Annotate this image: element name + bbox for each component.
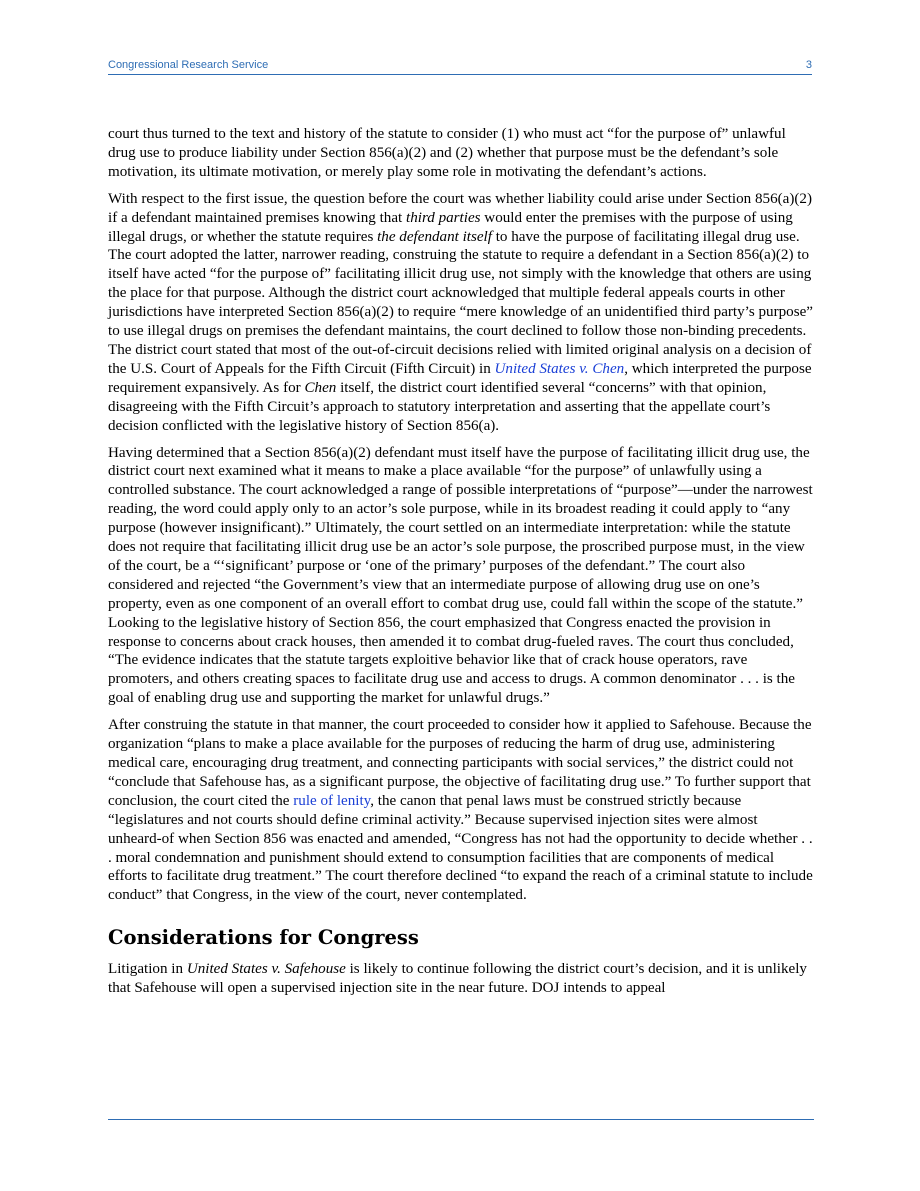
paragraph-1: court thus turned to the text and history of the statute to consider (1) who must act “for the purpose of” unlawful drug use to produce liability under Section 856(a)(2) and (2) whether that purpose must be the defendant’s sole motivation, its ultimate motivation, or merely play some role in motivating the defendant’s actions. <box>108 126 786 180</box>
paragraph-2-text-e: to have the purpose of facilitating illegal drug use. The court adopted the latter, narrower reading, construing the statute to require a defendant in a Section 856(a)(2) to itself have acted “for the purpose of” facilitating illicit drug use, not simply with the knowledge that others are using the place for that purpose. Although the district court acknowledged that multiple federal appeals courts in other jurisdictions have interpreted Section 856(a)(2) to require “mere knowledge of an unidentified third party’s purpose” to use illegal drugs on premises the defendant maintains, the court declined to follow those non-binding precedents. The district court stated that most of the out-of-circuit decisions relied with limited original analysis on a decision of the U.S. Court of Appeals for the Fifth Circuit (Fifth Circuit) in <box>108 228 813 377</box>
paragraph-2-text-h: itself, the district court identified several “concerns” with that opinion, disagreeing with the Fifth Circuit’s approach to statutory interpretation and asserting that the appellate court’s decision conflicted with the legislative history of Section 856(a). <box>108 379 771 434</box>
footer-divider <box>108 1119 814 1120</box>
paragraph-2-text-c: would enter the premises with the purpose of using illegal drugs, or whether the statute requires <box>108 209 793 245</box>
header-page-number: 3 <box>805 59 812 71</box>
paragraph-3: Having determined that a Section 856(a)(2) defendant must itself have the purpose of facilitating illicit drug use, the district court next examined what it means to make a place available “for the purpose” of unlawfully using a controlled substance. The court acknowledged a range of possible interpretations of “purpose”—under the narrowest reading, the word could apply only to an actor’s sole purpose, while in its broadest reading it could apply to “any purpose (however insignificant).” Ultimately, the court settled on an intermediate interpretation: while the statute does not require that facilitating illicit drug use be an actor’s sole purpose, the proscribed purpose must, in the view of the court, be a “‘significant’ purpose or ‘one of the primary’ purposes of the defendant.” The court also considered and rejected “the Government’s view that an intermediate purpose of allowing drug use on one’s property, even as one component of an overall effort to combat drug use, could fall within the scope of the statute.” Looking to the legislative history of Section 856, the court emphasized that Congress enacted the provision in response to concerns about crack houses, then amended it to combat drug-fueled raves. The court thus concluded, “The evidence indicates that the statute targets exploitive behavior like that of crack house operators, rave promoters, and others creating spaces to facilitate drug use and access to drugs. A common denominator . . . is the goal of enabling drug use and supporting the market for unlawful drugs.” <box>108 444 813 707</box>
paragraph-2-text-f: , which interpreted the purpose requirement expansively. As for <box>108 360 812 396</box>
paragraph-2 <box>108 190 814 436</box>
link-rule-of-lenity[interactable]: rule of lenity <box>293 792 371 809</box>
header-org-name: Congressional Research Service <box>108 59 269 71</box>
paragraph-5-text-a: Litigation in <box>108 961 187 978</box>
paragraph-5-italic-case-name: United States v. Safehouse <box>186 961 346 978</box>
paragraph-4-text-a: After construing the statute in that manner, the court proceeded to consider how it applied to Safehouse. Because the organization “plans to make a place available for the purposes of reducing the harm of drug use, administering medical care, encouraging drug treatment, and connecting participants with social services,” the district could not “conclude that Safehouse has, as a significant purpose, the objective of facilitating drug use.” To further support that conclusion, the court cited the <box>108 717 812 809</box>
link-united-states-v-chen[interactable] <box>495 361 625 377</box>
paragraph-2-italic-defendant-itself: the defendant itself <box>377 228 492 245</box>
paragraph-5 <box>108 960 814 998</box>
page-header <box>108 58 812 75</box>
document-body <box>108 125 814 1006</box>
paragraph-5-text-c: is likely to continue following the district court’s decision, and it is unlikely that Safehouse will open a supervised injection site in the near future. DOJ intends to appeal <box>108 961 807 997</box>
section-heading-considerations: Considerations for Congress <box>108 926 419 950</box>
paragraph-4-text-b: , the canon that penal laws must be construed strictly because “legislatures and not courts should define criminal activity.” Because supervised injection sites were almost unheard-of when Section 856 was enacted and amended, “Congress has not had the opportunity to decide whether . . . moral condemnation and punishment should extend to consumption facilities that are components of medical efforts to facilitate drug treatment.” The court therefore declined “to expand the reach of a criminal statute to include conduct” that Congress, in the view of the court, never contemplated. <box>108 792 813 904</box>
paragraph-4 <box>108 716 814 905</box>
paragraph-2-text-a: With respect to the first issue, the question before the court was whether liability could arise under Section 856(a)(2) if a defendant maintained premises knowing that <box>108 190 812 226</box>
paragraph-2-italic-third-parties: third parties <box>406 209 481 226</box>
paragraph-2-italic-chen: Chen <box>304 379 337 396</box>
link-united-states-v-chen-label: United States v. Chen <box>494 360 625 377</box>
